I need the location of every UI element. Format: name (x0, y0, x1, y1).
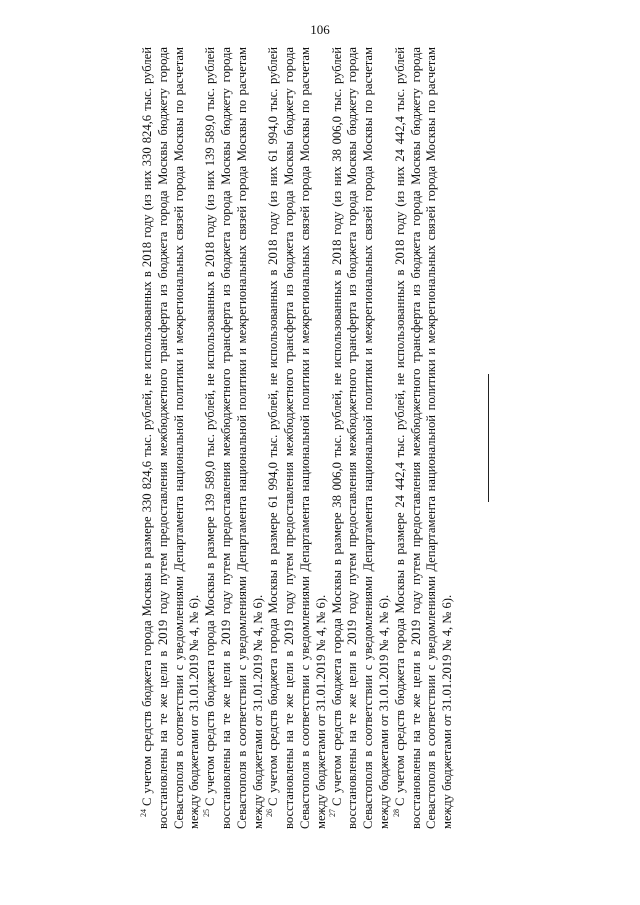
footnote-text: С учетом средств бюджета города Москвы в размере 24 442,4 тыс. рублей, не использованных в 2018 году (из них 24 442,4 тыс. рублей восстановлены на те же цели в 2019 году путем предоставления межбюджетного трансферта из бюджета города Москвы бюджету города Севастополя в соответствии с уведомлениями Департамента национальной политики и межрегиональных связей города Москвы по расчетам между бюджетами от 31.01.2019 № 4, № 6). (392, 47, 455, 829)
footnote-26 (266, 47, 329, 829)
footnote-marker: 24 (138, 809, 148, 817)
end-separator-line (488, 374, 489, 502)
footnote-25 (203, 47, 266, 829)
footnote-marker: 25 (202, 809, 211, 817)
footnote-marker: 26 (265, 809, 275, 817)
footnotes-list (140, 47, 456, 829)
footnote-text: С учетом средств бюджета города Москвы в размере 139 589,0 тыс. рублей, не использованных в 2018 году (из них 139 589,0 тыс. рублей восстановлены на те же цели в 2019 году путем предоставления межбюджетного трансферта из бюджета города Москвы бюджету города Севастополя в соответствии с уведомлениями Департамента национальной политики и межрегиональных связей города Москвы по расчетам между бюджетами от 31.01.2019 № 4, № 6). (203, 47, 265, 829)
rotated-footnotes-block (140, 47, 500, 829)
footnote-24 (140, 47, 203, 829)
footnote-marker: 28 (391, 809, 401, 817)
footnote-text: С учетом средств бюджета города Москвы в размере 330 824,6 тыс. рублей, не использованных в 2018 году (из них 330 824,6 тыс. рублей восстановлены на те же цели в 2019 году путем предоставления межбюджетного трансферта из бюджета города Москвы бюджету города Севастополя в соответствии с уведомлениями Департамента национальной политики и межрегиональных связей города Москвы по расчетам между бюджетами от 31.01.2019 № 4, № 6). (140, 47, 202, 829)
page-number: 106 (310, 22, 330, 37)
footnote-marker: 27 (328, 809, 338, 817)
footnote-27 (330, 47, 393, 829)
footnote-28 (393, 47, 456, 829)
footnote-text: С учетом средств бюджета города Москвы в размере 38 006,0 тыс. рублей, не использованных в 2018 году (из них 38 006,0 тыс. рублей восстановлены на те же цели в 2019 году путем предоставления межбюджетного трансферта из бюджета города Москвы бюджету города Севастополя в соответствии с уведомлениями Департамента национальной политики и межрегиональных связей города Москвы по расчетам между бюджетами от 31.01.2019 № 4, № 6). (329, 47, 391, 829)
footnote-text: С учетом средств бюджета города Москвы в размере 61 994,0 тыс. рублей, не использованных в 2018 году (из них 61 994,0 тыс. рублей восстановлены на те же цели в 2019 году путем предоставления межбюджетного трансферта из бюджета города Москвы бюджету города Севастополя в соответствии с уведомлениями Департамента национальной политики и межрегиональных связей города Москвы по расчетам между бюджетами от 31.01.2019 № 4, № 6). (266, 47, 328, 829)
